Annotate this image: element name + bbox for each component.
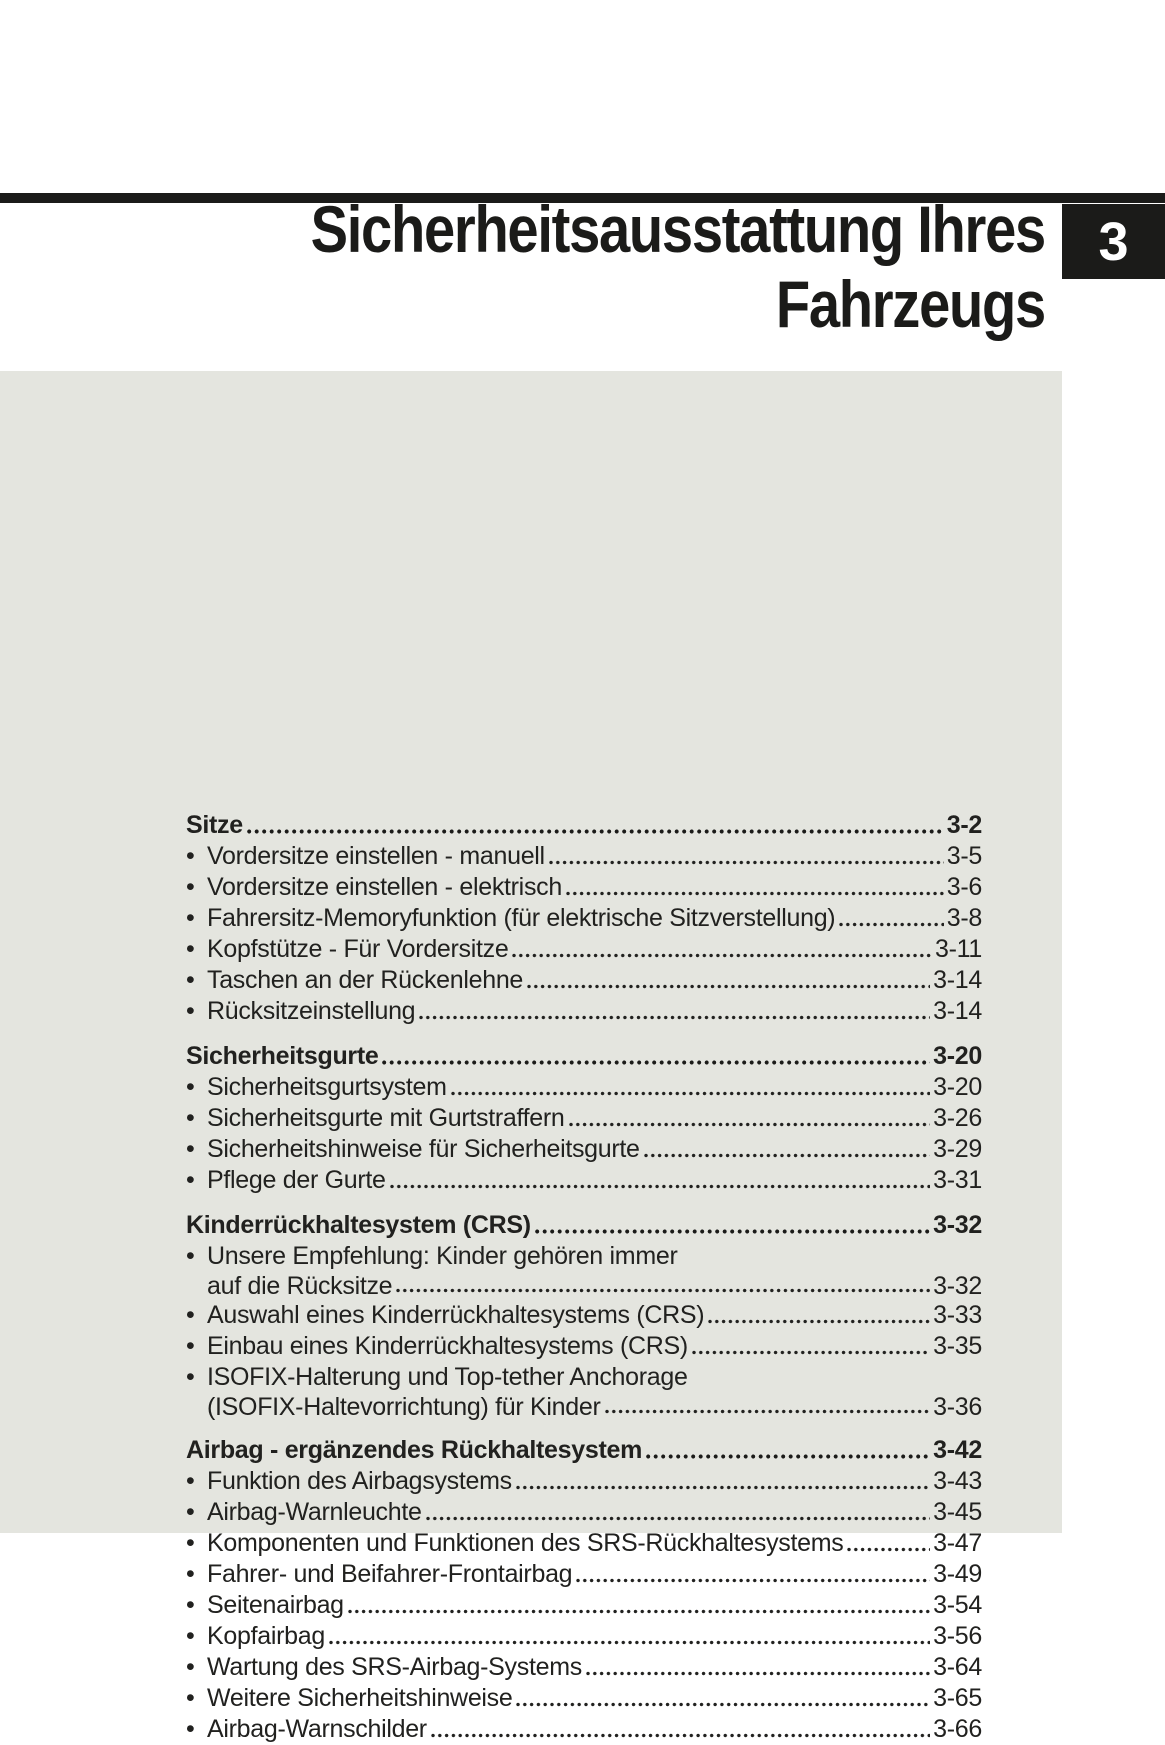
toc-page-number: 3-8 — [946, 904, 982, 932]
toc-page-number: 3-42 — [933, 1436, 982, 1464]
page-title-line2: Fahrzeugs — [775, 267, 1045, 341]
toc-page-number: 3-43 — [933, 1467, 982, 1495]
toc-entry-label: Sitze — [186, 811, 243, 839]
toc-entry-label: Wartung des SRS-Airbag-Systems — [207, 1653, 582, 1681]
toc-entry — [186, 1134, 982, 1165]
toc-entry — [186, 903, 982, 934]
dotted-leader — [512, 953, 932, 958]
bullet-icon: • — [186, 1591, 195, 1619]
toc-entry-label: Rücksitzeinstellung — [207, 997, 416, 1025]
dotted-leader — [431, 1733, 930, 1738]
bullet-icon: • — [186, 1301, 195, 1329]
dotted-leader — [847, 1547, 930, 1552]
toc-entry-label: Sicherheitsgurte mit Gurtstraffern — [207, 1104, 565, 1132]
dotted-leader — [382, 1060, 930, 1065]
bullet-icon: • — [186, 1653, 195, 1681]
toc-page-number: 3-47 — [933, 1529, 982, 1557]
toc-entry-label: Komponenten und Funktionen des SRS-Rückhaltesystems — [207, 1529, 844, 1557]
toc-entry-label: (ISOFIX-Haltevorrichtung) für Kinder — [207, 1393, 601, 1421]
bullet-icon: • — [186, 1560, 195, 1588]
toc-section-heading — [186, 1040, 982, 1072]
toc-entry — [186, 965, 982, 996]
toc-entry-label: Fahrersitz-Memoryfunktion (für elektrische Sitzverstellung) — [207, 904, 836, 932]
toc-entry — [186, 1528, 982, 1559]
toc-page-number: 3-11 — [935, 935, 982, 963]
dotted-leader — [566, 891, 944, 896]
toc-entry-label: auf die Rücksitze — [207, 1272, 393, 1300]
bullet-icon: • — [186, 1529, 195, 1557]
dotted-leader — [576, 1578, 930, 1583]
toc-entry-label: Taschen an der Rückenlehne — [207, 966, 524, 994]
dotted-leader — [419, 1015, 930, 1020]
toc-entry — [186, 1466, 982, 1497]
bullet-icon: • — [186, 1104, 195, 1132]
toc-entry-label: Seitenairbag — [207, 1591, 344, 1619]
toc-entry-label: Sicherheitshinweise für Sicherheitsgurte — [207, 1135, 640, 1163]
toc-page-number: 3-64 — [933, 1653, 982, 1681]
dotted-leader — [426, 1516, 931, 1521]
toc-panel — [0, 371, 1062, 1743]
toc-entry — [186, 872, 982, 903]
bullet-icon: • — [186, 1166, 195, 1194]
toc-entry-label: Airbag-Warnleuchte — [207, 1498, 422, 1526]
toc-entry-label: Fahrer- und Beifahrer-Frontairbag — [207, 1560, 573, 1588]
chapter-number-badge — [1062, 204, 1165, 279]
toc-entry-label: Airbag-Warnschilder — [207, 1715, 427, 1743]
toc-entry — [186, 1072, 982, 1103]
bullet-icon: • — [186, 1498, 195, 1526]
bullet-icon: • — [186, 1622, 195, 1650]
toc-page-number: 3-32 — [933, 1211, 982, 1239]
toc-section-heading — [186, 1434, 982, 1466]
dotted-leader — [569, 1122, 931, 1127]
toc-page-number: 3-20 — [933, 1042, 982, 1070]
dotted-leader — [396, 1288, 930, 1293]
toc-entry-label: Sicherheitsgurte — [186, 1042, 379, 1070]
toc-entry — [186, 841, 982, 872]
dotted-leader — [535, 1229, 930, 1234]
toc-entry-label: ISOFIX-Halterung und Top-tether Anchorage — [207, 1363, 688, 1391]
toc-page-number: 3-31 — [933, 1166, 982, 1194]
dotted-leader — [692, 1350, 930, 1355]
dotted-leader — [708, 1319, 930, 1324]
toc-entry-label: Kopfairbag — [207, 1622, 325, 1650]
bullet-icon: • — [186, 1467, 195, 1495]
toc-entry — [186, 1300, 982, 1331]
bullet-icon: • — [186, 1073, 195, 1101]
toc-page-number: 3-29 — [933, 1135, 982, 1163]
dotted-leader — [549, 860, 944, 865]
dotted-leader — [516, 1702, 930, 1707]
bullet-icon: • — [186, 873, 195, 901]
dotted-leader — [329, 1640, 930, 1645]
toc-page-number: 3-45 — [933, 1498, 982, 1526]
bullet-icon: • — [186, 1332, 195, 1360]
toc-entry-label: Einbau eines Kinderrückhaltesystems (CRS) — [207, 1332, 688, 1360]
toc-page-number: 3-35 — [933, 1332, 982, 1360]
toc-page-number: 3-2 — [946, 811, 982, 839]
chapter-number: 3 — [1098, 211, 1129, 272]
toc-page-number: 3-26 — [933, 1104, 982, 1132]
toc-entry — [186, 1590, 982, 1621]
toc-entry — [186, 1272, 982, 1300]
dotted-leader — [390, 1184, 931, 1189]
dotted-leader — [516, 1485, 930, 1490]
table-of-contents — [186, 796, 982, 1745]
toc-entry — [186, 1103, 982, 1134]
toc-entry-label: Sicherheitsgurtsystem — [207, 1073, 447, 1101]
dotted-leader — [451, 1091, 931, 1096]
bullet-icon: • — [186, 935, 195, 963]
toc-page-number: 3-56 — [933, 1622, 982, 1650]
toc-page-number: 3-20 — [933, 1073, 982, 1101]
dotted-leader — [348, 1609, 930, 1614]
dotted-leader — [247, 829, 944, 834]
bullet-icon: • — [186, 1363, 195, 1391]
toc-entry — [186, 1714, 982, 1745]
toc-page-number: 3-36 — [933, 1393, 982, 1421]
bullet-icon: • — [186, 842, 195, 870]
toc-entry — [186, 1683, 982, 1714]
toc-entry-label: Vordersitze einstellen - manuell — [207, 842, 545, 870]
toc-page-number: 3-5 — [946, 842, 982, 870]
bullet-icon: • — [186, 1135, 195, 1163]
bullet-icon: • — [186, 1715, 195, 1743]
bullet-icon: • — [186, 966, 195, 994]
toc-entry — [186, 934, 982, 965]
toc-section-heading — [186, 1209, 982, 1241]
toc-entry-label: Kopfstütze - Für Vordersitze — [207, 935, 509, 963]
toc-entry — [186, 1621, 982, 1652]
toc-page-number: 3-54 — [933, 1591, 982, 1619]
dotted-leader — [527, 984, 930, 989]
toc-entry — [186, 1393, 982, 1421]
dotted-leader — [839, 922, 943, 927]
dotted-leader — [605, 1409, 931, 1414]
bullet-icon: • — [186, 1684, 195, 1712]
toc-entry — [186, 1497, 982, 1528]
bullet-icon: • — [186, 1242, 195, 1270]
toc-entry — [186, 1331, 982, 1362]
toc-page-number: 3-66 — [933, 1715, 982, 1743]
toc-entry-label: Funktion des Airbagsystems — [207, 1467, 512, 1495]
toc-entry-label: Weitere Sicherheitshinweise — [207, 1684, 513, 1712]
toc-entry-label: Auswahl eines Kinderrückhaltesystems (CRS) — [207, 1301, 705, 1329]
dotted-leader — [586, 1671, 930, 1676]
toc-page-number: 3-32 — [933, 1272, 982, 1300]
toc-entry-label: Unsere Empfehlung: Kinder gehören immer — [207, 1242, 678, 1270]
toc-entry — [186, 1559, 982, 1590]
toc-entry — [186, 1652, 982, 1683]
dotted-leader — [646, 1454, 930, 1459]
toc-entry-label: Pflege der Gurte — [207, 1166, 386, 1194]
toc-entry — [186, 1165, 982, 1196]
bullet-icon: • — [186, 997, 195, 1025]
toc-page-number: 3-33 — [933, 1301, 982, 1329]
toc-entry-label: Airbag - ergänzendes Rückhaltesystem — [186, 1436, 643, 1464]
page-title — [311, 192, 1045, 342]
page-title-line1: Sicherheitsausstattung Ihres — [310, 192, 1045, 266]
toc-section-heading — [186, 809, 982, 841]
toc-page-number: 3-6 — [946, 873, 982, 901]
dotted-leader — [644, 1153, 930, 1158]
toc-page-number: 3-49 — [933, 1560, 982, 1588]
toc-entry — [186, 1362, 982, 1393]
toc-entry-label: Kinderrückhaltesystem (CRS) — [186, 1211, 531, 1239]
toc-entry-label: Vordersitze einstellen - elektrisch — [207, 873, 562, 901]
toc-page-number: 3-14 — [933, 966, 982, 994]
toc-entry — [186, 996, 982, 1027]
toc-page-number: 3-65 — [933, 1684, 982, 1712]
toc-entry — [186, 1241, 982, 1272]
toc-page-number: 3-14 — [933, 997, 982, 1025]
bullet-icon: • — [186, 904, 195, 932]
